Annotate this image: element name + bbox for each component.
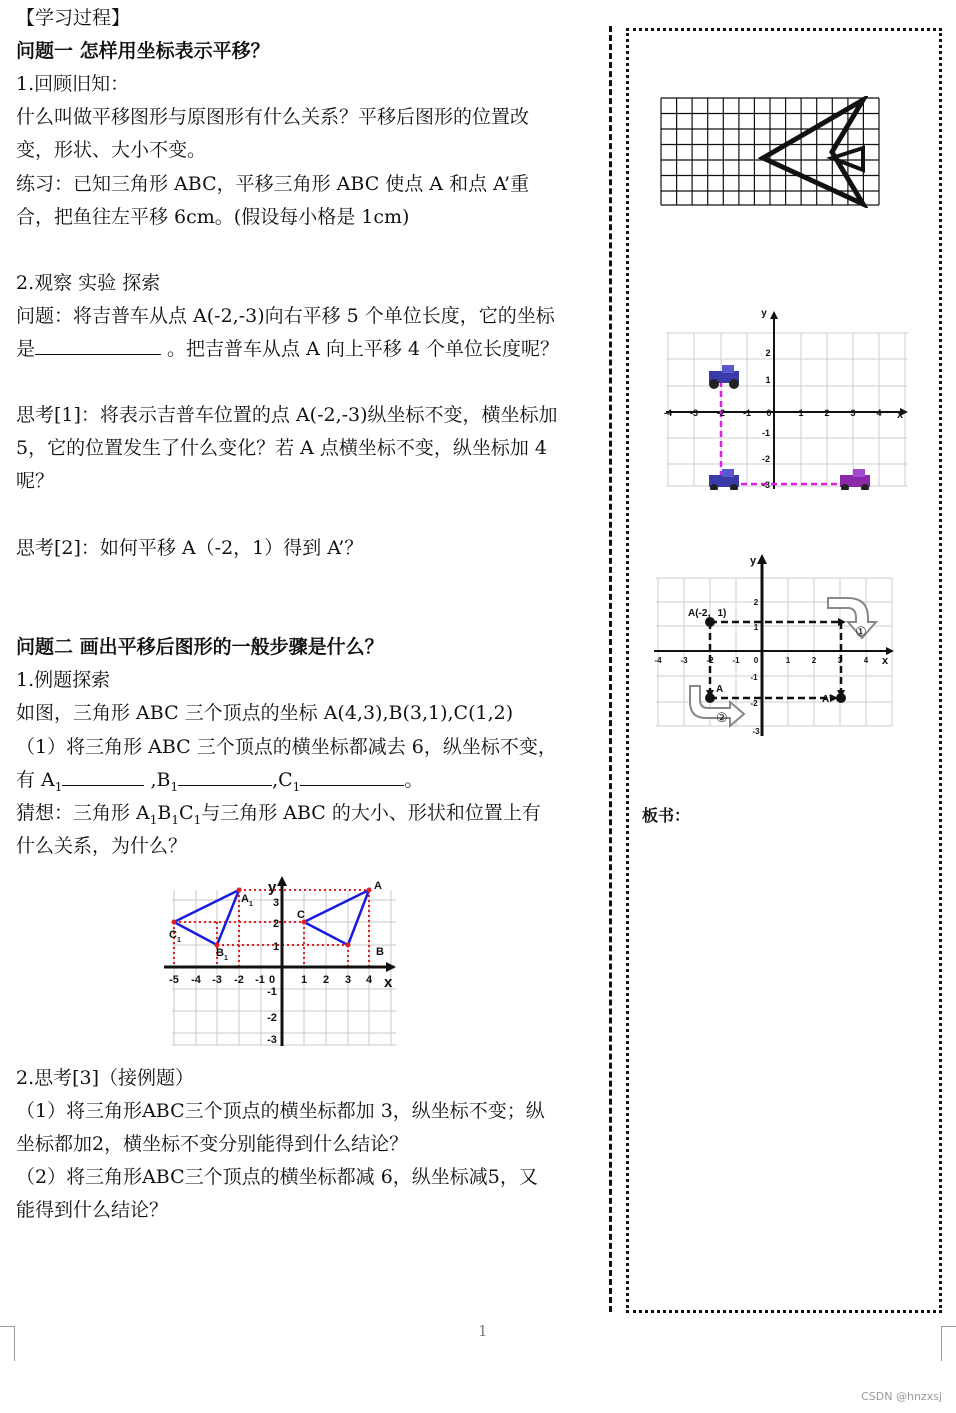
fish-grid-figure (659, 96, 883, 208)
vertex-c-label: C (297, 909, 305, 921)
vertex-a1-sub: 1 (249, 901, 253, 908)
think3-b-line-2: 能得到什么结论？ (16, 1199, 169, 1221)
point-a-prime-label: A’ (822, 694, 832, 705)
step-1-marker: ① (855, 624, 867, 639)
tick-x: 1 (300, 974, 308, 986)
step-2-marker: ② (716, 710, 728, 725)
think3-title: 2.思考[3]（接例题） (16, 1067, 195, 1089)
review-title: 1.回顾旧知： (16, 73, 130, 95)
tick-x: -3 (689, 408, 699, 418)
example-title: 1.例题探索 (16, 669, 111, 691)
tick-x: -4 (664, 408, 673, 418)
axis-x-label: x (882, 655, 889, 667)
observe-title: 2.观察 实验 探索 (16, 272, 161, 294)
point-a-neg2-1-label: A(-2，1) (688, 608, 727, 619)
tick-y: -3 (752, 727, 760, 736)
answer-blank[interactable] (35, 336, 161, 355)
tick-x: 2 (811, 656, 817, 665)
tick-x: -2 (706, 656, 714, 665)
jeep-icon (709, 365, 739, 389)
vertex-b1-label: B (216, 947, 224, 959)
b1-blank[interactable] (178, 767, 272, 786)
a1-blank[interactable] (62, 767, 144, 786)
tick-x: 4 (876, 408, 882, 418)
think3-a-line-1: （1）将三角形ABC三个顶点的横坐标都加 3，纵坐标不变；纵 (16, 1100, 545, 1122)
tick-x: -4 (654, 656, 662, 665)
practice-line-1: 练习：已知三角形 ABC，平移三角形 ABC 使点 A 和点 A’重 (16, 173, 530, 195)
vertex-a1-label: A (241, 893, 249, 905)
think1-line-1: 思考[1]：将表示吉普车位置的点 A(-2,-3)纵坐标不变，横坐标加 (16, 404, 558, 426)
tick-y: 1 (272, 941, 280, 953)
jeep-icon (709, 469, 739, 490)
question-line-1: 问题：将吉普车从点 A(-2,-3)向右平移 5 个单位长度，它的坐标 (16, 305, 555, 327)
board-label: 板书： (642, 806, 691, 825)
q1-title: 问题一 怎样用坐标表示平移？ (16, 40, 270, 62)
tick-y: -1 (750, 673, 758, 682)
a1-label: 有 A (16, 769, 55, 791)
axis-y-label: y (750, 555, 757, 567)
tick-y: 1 (765, 375, 771, 385)
c1-label: ,C (272, 769, 293, 791)
vertex-a-label: A (374, 880, 382, 892)
tick-x: 2 (322, 974, 330, 986)
tick-y: 2 (765, 348, 771, 358)
guess-text-c: C (179, 802, 194, 824)
think1-line-2: 5，它的位置发生了什么变化？若 A 点横坐标不变，纵坐标加 4 (16, 437, 548, 459)
tick-y: -3 (267, 1034, 277, 1046)
tick-x: -4 (191, 974, 201, 986)
vertex-b1-sub: 1 (224, 955, 228, 962)
tick-y: -2 (761, 454, 771, 464)
tick-y: -2 (267, 1012, 277, 1024)
axis-x-label: x (384, 974, 393, 991)
tick-x: -5 (169, 974, 179, 986)
b1-label: ,B (144, 769, 171, 791)
sub1-end: 。 (404, 769, 424, 791)
example-line-1: 如图，三角形 ABC 三个顶点的坐标 A(4,3),B(3,1),C(1,2) (16, 702, 514, 724)
tick-y: 2 (753, 598, 759, 607)
tick-x: 1 (798, 408, 804, 418)
guess-text-b: B (157, 802, 172, 824)
page-number: 1 (478, 1322, 488, 1340)
tick-x: 3 (837, 656, 843, 665)
think1-line-3: 呢？ (16, 470, 55, 492)
vertex-b-label: B (376, 946, 384, 958)
guess-sub-b: 1 (171, 812, 180, 827)
guess-text-d: 与三角形 ABC 的大小、形状和位置上有 (201, 802, 541, 824)
tick-y: -2 (750, 699, 758, 708)
axis-y-label: y (761, 308, 767, 319)
sub1-line-1: （1）将三角形 ABC 三个顶点的横坐标都减去 6，纵坐标不变， (16, 736, 557, 758)
triangle-translation-figure (160, 870, 400, 1048)
review-line-2: 变，形状、大小不变。 (16, 139, 207, 161)
translation-steps-figure (652, 550, 898, 736)
jeep-icon (840, 469, 870, 490)
think3-a-line-2: 坐标都加2，横坐标不变分别能得到什么结论？ (16, 1133, 409, 1155)
tick-y: 1 (753, 623, 759, 632)
review-line-1: 什么叫做平移图形与原图形有什么关系？平移后图形的位置改 (16, 106, 530, 128)
guess-line-2: 什么关系，为什么？ (16, 835, 188, 857)
tick-x: 4 (863, 656, 869, 665)
b1-subscript: 1 (170, 779, 179, 794)
tick-x: 2 (824, 408, 830, 418)
tick-y: 3 (272, 897, 280, 909)
question-line-2 (16, 333, 559, 366)
tick-x: 0 (268, 974, 276, 986)
tick-x: 0 (766, 408, 772, 418)
tick-x: -1 (742, 408, 752, 418)
tick-x: 4 (365, 974, 373, 986)
guess-text-a: 猜想：三角形 A (16, 802, 150, 824)
vertex-c1-label: C (169, 929, 177, 941)
a1-subscript: 1 (54, 779, 63, 794)
tick-x: -2 (716, 408, 726, 418)
tick-x: -3 (212, 974, 222, 986)
tick-x: 3 (850, 408, 856, 418)
practice-line-2: 合，把鱼往左平移 6cm。(假设每小格是 1cm) (16, 206, 410, 228)
curved-arrow-1-icon (828, 598, 876, 638)
tick-x: 3 (344, 974, 352, 986)
tick-x: -2 (234, 974, 244, 986)
question-line-2-prefix: 是 (16, 338, 36, 360)
q2-title: 问题二 画出平移后图形的一般步骤是什么？ (16, 636, 384, 658)
crop-mark (0, 1326, 15, 1361)
watermark: CSDN @hnzxsj (861, 1390, 942, 1403)
tick-y: -1 (761, 428, 771, 438)
point-a-label: A (716, 684, 724, 695)
section-header: 【学习过程】 (16, 7, 131, 29)
c1-subscript: 1 (292, 779, 301, 794)
vertex-c1-sub: 1 (177, 937, 181, 944)
tick-x: -1 (732, 656, 740, 665)
axis-y-label: y (268, 879, 277, 896)
tick-y: -3 (761, 480, 771, 490)
c1-blank[interactable] (300, 767, 404, 786)
tick-x: -3 (680, 656, 688, 665)
axis-x-label: x (896, 409, 904, 421)
guess-sub-c: 1 (193, 812, 202, 827)
jeep-coordinate-figure (664, 305, 912, 490)
question-line-2-suffix: 。把吉普车从点 A 向上平移 4 个单位长度呢？ (161, 338, 560, 360)
tick-x: -1 (255, 974, 265, 986)
tick-y: 2 (272, 918, 280, 930)
tick-x: 0 (753, 656, 759, 665)
guess-sub-a: 1 (149, 812, 158, 827)
tick-y: -1 (267, 986, 277, 998)
think2: 思考[2]：如何平移 A（-2，1）得到 A’？ (16, 537, 364, 559)
column-divider (609, 26, 612, 1312)
tick-x: 1 (785, 656, 791, 665)
crop-mark (941, 1326, 956, 1361)
think3-b-line-1: （2）将三角形ABC三个顶点的横坐标都减 6，纵坐标减5，又 (16, 1166, 538, 1188)
